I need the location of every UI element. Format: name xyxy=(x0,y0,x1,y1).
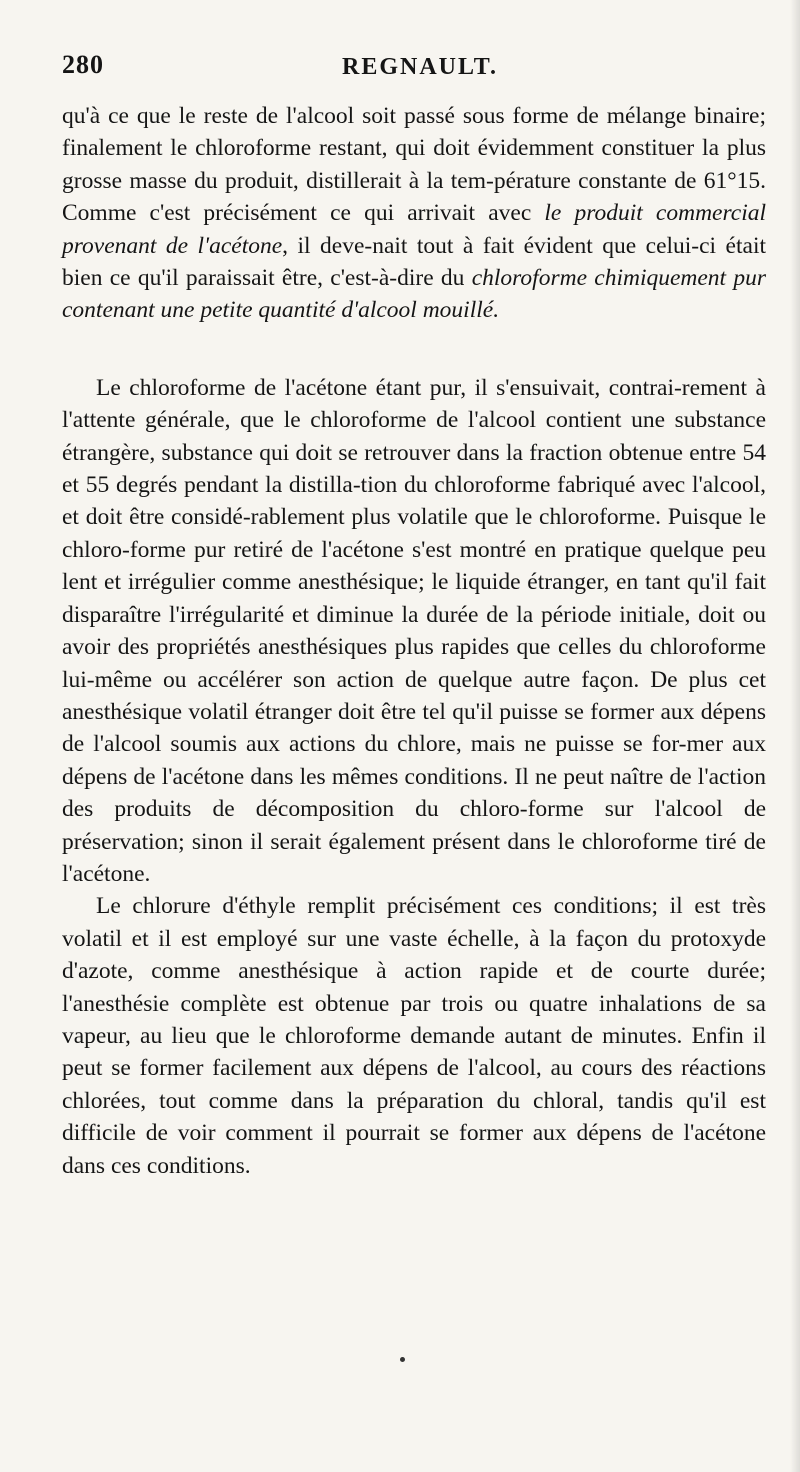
running-head: REGNAULT. xyxy=(342,54,499,80)
p2-text: Le chloroforme de l'acétone étant pur, il s'ensuivait, contrai-rement à l'attente générale, que le chloroforme de l'alcool contient une substance étrangère, substance qui doit se retrouver dans la fraction obtenue entre 54 et 55 degrés pendant la distilla-tion du chloroforme fabriqué avec l'alcool, et doit être considé-rablement plus volatile que le chloroforme. Puisque le chloro-forme pur retiré de l'acétone s'est montré en pratique quelque peu lent et irrégulier comme anesthésique; le liquide étranger, en tant qu'il fait disparaître l'irrégularité et diminue la durée de la période initiale, doit ou avoir des propriétés anesthésiques plus rapides que celles du chloroforme lui-même ou accélérer son action de quelque autre façon. De plus cet anesthésique volatil étranger doit être tel qu'il puisse se former aux dépens de l'alcool soumis aux actions du chlore, mais ne puisse se for-mer aux dépens de l'acétone dans les mêmes conditions. Il ne peut naître de l'action des produits de décomposition du chloro-forme sur l'alcool de préservation; sinon il serait également présent dans le chloroforme tiré de l'acétone. xyxy=(62,374,766,887)
p3-text: Le chlorure d'éthyle remplit précisément ces conditions; il est très volatil et il est employé sur une vaste échelle, à la façon du protoxyde d'azote, comme anesthésique à action rapide et de courte durée; l'anesthésie complète est obtenue par trois ou quatre inhalations de sa vapeur, au lieu que le chloroforme demande autant de minutes. Enfin il peut se former facilement aux dépens de l'alcool, au cours des réactions chlorées, tout comme dans la préparation du chloral, tandis qu'il est difficile de voir comment il pourrait se former aux dépens de l'acétone dans ces conditions. xyxy=(62,893,766,1179)
paragraph-3 xyxy=(62,890,766,1182)
ink-dot xyxy=(400,1357,405,1362)
paragraph-2 xyxy=(62,372,766,891)
p1-italic-2: chloroforme chimiquement pur contenant une petite quantité d'alcool mouillé. xyxy=(62,265,766,324)
p1-text-2: , il deve-nait tout à fait évident que celui-ci était bien ce qu'il paraissait être, c'est-à-dire du xyxy=(62,232,766,292)
p1-text-1: qu'à ce que le reste de l'alcool soit passé sous forme de mélange binaire; finalement le chloroforme restant, qui doit évidemment constituer la plus grosse masse du produit, distillerait à la tem-pérature constante de 61°15. Comme c'est précisément ce qui arrivait avec xyxy=(62,103,766,227)
body-text xyxy=(62,100,766,1182)
paragraph-1 xyxy=(62,100,766,327)
page-header xyxy=(62,50,762,86)
p1-italic-1: le produit commercial provenant de l'acétone xyxy=(62,200,766,259)
page-number: 280 xyxy=(62,50,104,79)
page-edge-shadow xyxy=(790,0,800,1472)
